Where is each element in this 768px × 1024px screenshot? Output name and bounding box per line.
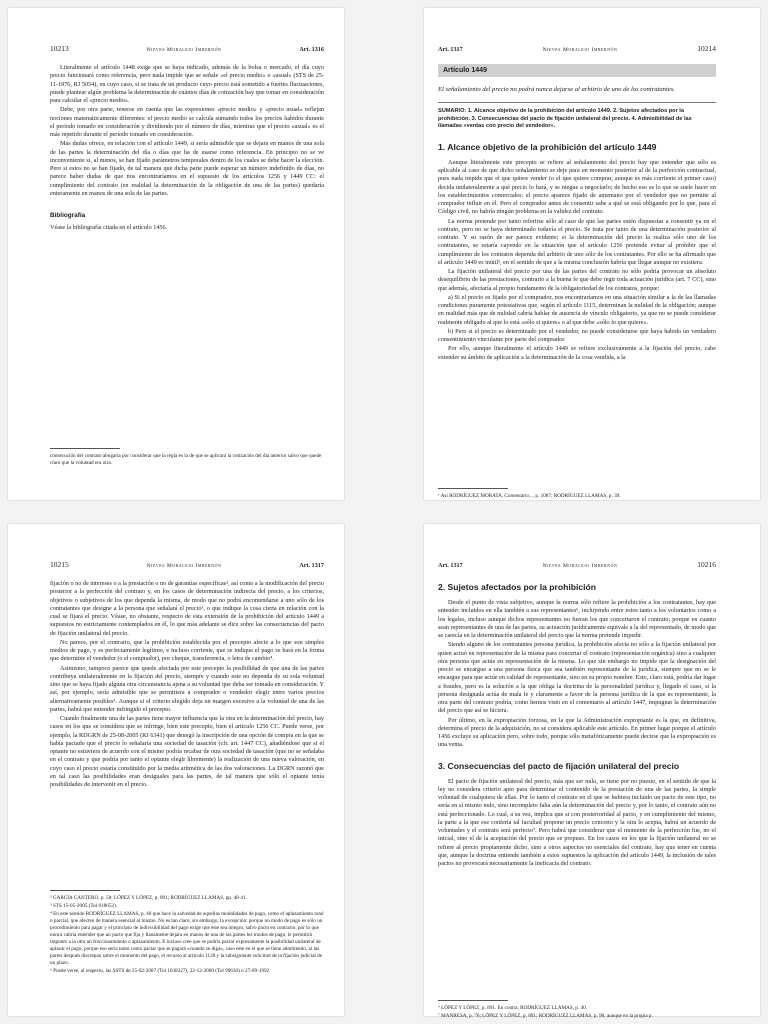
page-header	[50, 560, 324, 574]
article-reference: Art. 1316	[299, 46, 324, 53]
page-10214	[424, 8, 760, 500]
paragraph: Literalmente el artículo 1448 exige que se haya indicado, además de la bolsa o mercado, el día cuyo precio funcionará como referencia, pero nada impide que se señale «el precio medio» o «usual» (STS de 25-11-1976, RJ 5054), en cuyo caso, si se trata de un producto cuyo precio está sometido a fuertes fluctuaciones, puede plantear algún problema la determinación de cuántos días de cotización hay que tomar en consideración para calcular el «precio medio».	[50, 64, 324, 104]
running-head: Nieves Moralejo Imbernón	[146, 563, 222, 569]
page-body	[438, 159, 716, 362]
page-header	[50, 44, 324, 58]
article-title-box: Artículo 1449	[438, 64, 716, 77]
footnotes	[438, 992, 716, 1021]
footnotes	[50, 440, 324, 468]
footnote: ⁷ MANRESA, p. 76; LÓPEZ Y LÓPEZ, p. 891; RODRÍGUEZ LLAMAS, p. 90, aunque en la propia p.	[438, 1013, 653, 1020]
footnote: ¹ Así RODRÍGUEZ MORATA, Comentario..., p. 1087; RODRÍGUEZ LLAMAS, p. 39.	[438, 493, 621, 499]
paragraph: Desde el punto de vista subjetivo, aunque la norma sólo refiere la prohibición a los contratantes, hay que entender incluidos en ella también a sus representantes⁶, incluyendo entre estos tanto a los voluntarios como a los legales, incluso aunque dichos representantes no fueran los que concertaron el contrato; porque en cuanto sean representantes de una de las partes, su actuación jurídicamente equivale a la del representado, de modo que se carecía en la determinación unilateral del precio que la norma pretende impedir.	[438, 599, 716, 639]
footnote-rule	[50, 448, 120, 449]
summary: SUMARIO: 1. Alcance objetivo de la prohibición del artículo 1449. 2. Sujetos afectados por la prohibición. 3. Consecuencias del pacto de fijación unilateral del precio. 4. Admisibilidad de las llamadas «ventas con precio del vendedor».	[438, 102, 716, 131]
page-header	[438, 44, 716, 58]
paragraph: No parece, por el contrario, que la prohibición establecida por el precepto afecte a lo que son simples medios de pago, y es perfectamente legítimo, e incluso corriente, que se indique el pago se hará en la forma que determine el vendedor (o el comprador), por cheque, transferencia, o letra de cambio⁴.	[50, 638, 324, 663]
page-10215	[8, 524, 344, 1016]
page-body	[50, 580, 324, 789]
page-number: 10213	[50, 44, 69, 53]
page-10213	[8, 8, 344, 500]
page-number: 10216	[697, 560, 716, 569]
running-head: Nieves Moralejo Imbernón	[542, 47, 618, 53]
article-reference: Art. 1317	[438, 562, 463, 569]
section-heading: 3. Consecuencias del pacto de fijación unilateral del precio	[438, 760, 680, 771]
footnote-rule	[438, 1000, 508, 1001]
page-body	[50, 64, 324, 232]
page-number: 10214	[697, 44, 716, 53]
page-header	[438, 560, 716, 574]
paragraph: Por último, en la expropiación forzosa, en la que la Administración expropiante es la que, en definitiva, determina el precio de la adquisición, no se considera aplicable este artículo. En primer lugar porque el artículo 1456 excluye su aplicación pero, sobre todo, porque sólo metafóricamente puede decirse que la expropiación es una venta.	[438, 716, 716, 749]
paragraph: b) Pero si el precio es determinado por el vendedor, no puede considerarse que haya habido un verdadero consentimiento vinculante por parte del comprador.	[438, 327, 716, 344]
page-10216	[424, 524, 760, 1020]
footnote: ⁴ En este sentido RODRÍGUEZ LLAMAS, p. 40 que hace la salvedad de aquellas modalidades de pago, como el aplazamiento total o parcial, que afecten de manera esencial al mismo. No es tan claro, sin embargo, la excepción: porque no modo de pago es sólo un procedimiento para pagar y el principio de indivisibilidad del pago exige que éste sea íntegro, salvo pacto en contrario, por lo que nunca cabría entender que un pacto que fija y llanamente dejara en manos de una de las partes los modos de pago, le permitirá imponer a la otra un fraccionamiento o aplazamiento. E incluso cree que se podría pactar expresamente la posibilidad unilateral de aplazar el pago, porque eso sería tanto como pactar que se pagará «cuando se diga», caso este en el que se tiene admitiendo, al las partes después discrepan sobre el momento del pago, el recurso al artículo 1128 y la subsiguiente solicitud de la fijación judicial de un plazo.	[50, 911, 324, 967]
footnote-rule	[50, 890, 120, 891]
paragraph: Aunque literalmente este precepto se refiere al señalamiento del precio hay que entender que sólo es aplicable al caso de que dicho señalamiento se deje para un momento posterior al de la perfección contractual, pues nada impide que el que quiere vender (o el que quiere comprar, aunque es más corriente el primer caso) decida unilateralmente a qué precio lo hará, y se niegue a negociarlo; de hecho eso es lo que se suele hacer en los establecimientos comerciales: el precio aparece fijado de antemano por el vendedor que no permite al comprador influir en él. Pero el comprador antes de consentir sabe a qué se está obligando por lo que, para el Código civil, no habría ningún problema en la validez del contrato.	[438, 158, 716, 216]
paragraph: Más dudas ofrece, en relación con el artículo 1449, si sería admisible que se dejara en manos de una sola de las partes la determinación del día o días que ha de usarse como referencia. En principio no se ve inconveniente si, al menos, se han fijado parámetros temporales dentro de los cuales se debe hacer la elección. Pero si estos no se han fijado, de tal manera que dicha parte puede esperar un número indefinido de días, no parece haber dudas de que nos encontraríamos en el supuesto de los artículos 1256 y 1449 CC: el cumplimiento del contrato (en realidad la determinación de la obligación de una de las partes) quedaría enteramente en manos de una sola de las partes.	[50, 140, 324, 197]
footnote: ³ STS 15-05-2005 (Tol 618652).	[50, 903, 118, 910]
section-heading: 2. Sujetos afectados por la prohibición	[438, 582, 597, 592]
bibliography-heading: Bibliografía	[50, 212, 86, 219]
page-body	[438, 599, 716, 750]
paragraph: El pacto de fijación unilateral del precio, más que ser nulo, se tiene por no puesto, en el sentido de que la ley no considera criterio apto para determinar el contenido de la prestación de una de las partes, la simple voluntad de cualquiera de ellas. Por lo tanto el contrato en el que se hubiera incluido un pacto de este tipo, no sería en sí mismo nulo, sino incompleto falta aún la determinación del precio y, por lo tanto, el contrato aún no está perfeccionado. Lo cual, a su vez, implica que si con posterioridad al pacto, y en cumplimiento del mismo, la parte a la que ese confería tal facultad propone un precio concreto y la otra lo acepta, habrá un acuerdo de voluntades y el contrato será perfecto⁷. Pero habrá que considerar que el momento de la perfección fue, no el inicial, sino el de la aceptación del precio que se propuso. En los casos en los que la fijación unilateral no se refiere al precio propiamente dicho, sino a otros aspectos no esenciales del contrato, hay que tener en cuenta que, aunque la doctrina entiende también a estos supuestos la aplicación del artículo 1449, la inclusión de tales pactos no provocará necesariamente la ineficacia del contrato.	[438, 777, 716, 867]
footnote-rule	[438, 488, 508, 489]
paragraph: fijación o no de intereses o a la prestación o no de garantías específicas², así como a la modificación del precio posterior a la perfección del contrato y, en los casos de determinación indirecta del precio, a los criterios, objetivos o subjetivos de los que dependa la misma, de modo que no podrá encomendarse a uno sólo de los contratantes que designe a la persona que señalará el precio³, o que indique la cosa cierta en relación con la cual se fijará el precio. Véase, no obstante, respecto de esta extensión de la prohibición del artículo 1449 a supuestos no estrictamente contemplados en él, lo que más adelante se dice sobre las consecuencias del pacto de fijación unilateral del precio.	[50, 580, 324, 637]
article-reference: Art. 1317	[299, 562, 324, 569]
running-head: Nieves Moralejo Imbernón	[146, 47, 222, 53]
footnotes	[50, 882, 324, 976]
paragraph: Asimismo, tampoco parece que quede afectada por este precepto la posibilidad de que una de las partes contribuya unilateralmente en la fijación del precio, siempre y cuando este no dependa de su sola voluntad sino que se haya fijado alguna otra circunstancia ajena a su voluntad que deba ser tomada en consideración. Y así, por ejemplo, sería admisible que se permitiera a comprador o vendedor elegir entre varios precios alternativamente posibles⁵. Aunque si el criterio elegido deja un margen excesivo a la voluntad de una de las partes, habrá que entender infringido el precepto.	[50, 664, 324, 713]
paragraph: La fijación unilateral del precio por una de las partes del contrato no sólo podría provocar un absoluto desequilibrio de las prestaciones, contrario a la buena fe que debe regir toda actuación jurídica (art. 7 CC), sino que además, afectaría al propio fundamento de la obligatoriedad de los contratos, porque:	[438, 268, 716, 292]
paragraph: Cuando finalmente una de las partes tiene mayor influencia que la otra en la determinación del precio, hay casos en los que se considera que se infringe, bien este precepto, bien el artículo 1256 CC. Puede verse, por ejemplo, la RDGRN de 25-08-2005 (RJ 6341) que denegó la inscripción de una opción de compra en la que se había pactado que el precio lo señalaría una sociedad de tasación (cfr. art. 1447 CC), añadiéndose que si el optante no estuviera de acuerdo con el mismo podría recabar de otra sociedad de tasación (que no se señalaba en el contrato y que podría por tanto el optante elegir libremente) la realización de una nueva valoración, en cuyo caso el precio estaría constituido por la media aritmética de las dos valoraciones. La DGRN razonó que en tal caso las posibilidades eran desiguales para las partes, de tal manera que sólo el optante tenía posibilidades de intervenir en el precio.	[50, 715, 324, 788]
page-body	[438, 778, 716, 869]
running-head: Nieves Moralejo Imbernón	[542, 563, 618, 569]
article-text: El señalamiento del precio no podrá nunca dejarse al arbitrio de uno de los contratantes.	[438, 86, 675, 93]
bibliography-text: Véase la bibliografía citada en el artículo 1456.	[50, 224, 168, 231]
paragraph: a) Si el precio es fijado por el comprador, nos encontraríamos en una situación similar a la de las llamadas condiciones puramente potestativas que, según el artículo 1115, determinan la nulidad de la obligación; aunque en realidad más que de nulidad cabría hablar de ausencia de vínculo obligatorio, ya que no se puede considerar realmente obligado al que lo está «sólo si quiere» o al que debe «sólo lo que quiere».	[438, 293, 716, 326]
footnote: ⁵ Puede verse, al respecto, las SSTS de 25-02-2007 (Tol 1038327), 22-12-2000 (Tol 99630) o 27-09-1992	[50, 968, 270, 975]
paragraph: La norma pretende por tanto referirse sólo al caso de que las partes estén dispuestas a consentir ya en el contrato, pero no se haya determinado todavía el precio. Se trata por tanto de una determinación posterior al contrato. Y su razón de ser parece evidente; si la determinación del precio la realiza sólo uno de los contratantes, se estaría cayendo en la situación que el artículo 1256 pretende evitar al prohibir que el cumplimiento de los contratos dependa del arbitrio de uno sólo de los contratantes. Por ello se ha afirmado que el artículo 1449 es inútil¹, en el sentido de que a la misma conclusión habría que llegar aunque no existiera.	[438, 217, 716, 266]
paragraph: Debe, por otra parte, tenerse en cuenta que las expresiones «precio medio» y «precio usual» reflejan nociones matemáticamente diferentes: el precio medio se calcula sumando todos los precios habidos durante el período tomado en consideración y dividiendo por el número de días, mientras que el precio «usual» es el más repetido durante el período tomado en consideración.	[50, 106, 324, 138]
footnote: ² GARCÍA CANTERO, p. 58; LÓPEZ Y LÓPEZ, p. 891; RODRÍGUEZ LLAMAS, pp. 40-41.	[50, 895, 247, 901]
footnote: consecución del contrato abogaría por considerar que la regla es la de que se aplicará la cotización del día anterior salvo que quede claro que la voluntad era otra.	[50, 453, 322, 467]
article-reference: Art. 1317	[438, 46, 463, 53]
footnotes	[438, 480, 716, 501]
footnote: ⁶ LÓPEZ Y LÓPEZ, p. 891. En contra, RODRÍGUEZ LLAMAS, p. 40.	[438, 1005, 587, 1011]
page-number: 10215	[50, 560, 69, 569]
section-heading: 1. Alcance objetivo de la prohibición del artículo 1449	[438, 141, 657, 152]
paragraph: Por ello, aunque literalmente el artículo 1449 se refiere exclusivamente a la fijación del precio, cabe extender su ámbito de aplicación a la determinación de la cosa vendida, a la	[438, 345, 716, 361]
paragraph: Siendo alguno de los contratantes persona jurídica, la prohibición afecta no sólo a la fijación unilateral por quien actuó en representación de la misma para concertar el contrato (representación orgánica) sino a cualquier otra persona que actúe en representación de la misma. Lo que sin embargo no impide que la designación del precio se encargue a una persona física que sea también representante de la jurídica, siempre que no se le encargue para que actúe en calidad de representante, sino en su propio nombre. Esto, claro está, podría dar lugar a fraudes, pero es la solución a la que obliga la doctrina de la personalidad jurídica y, llegado el caso, si la persona designada actúa de mala fe y claramente a favor de la persona jurídica de la que es representante, la otra parte del contrato podría, como hemos visto en el comentario al artículo 1447, impugnar la determinación del precio que así se hiciera.	[438, 641, 716, 715]
